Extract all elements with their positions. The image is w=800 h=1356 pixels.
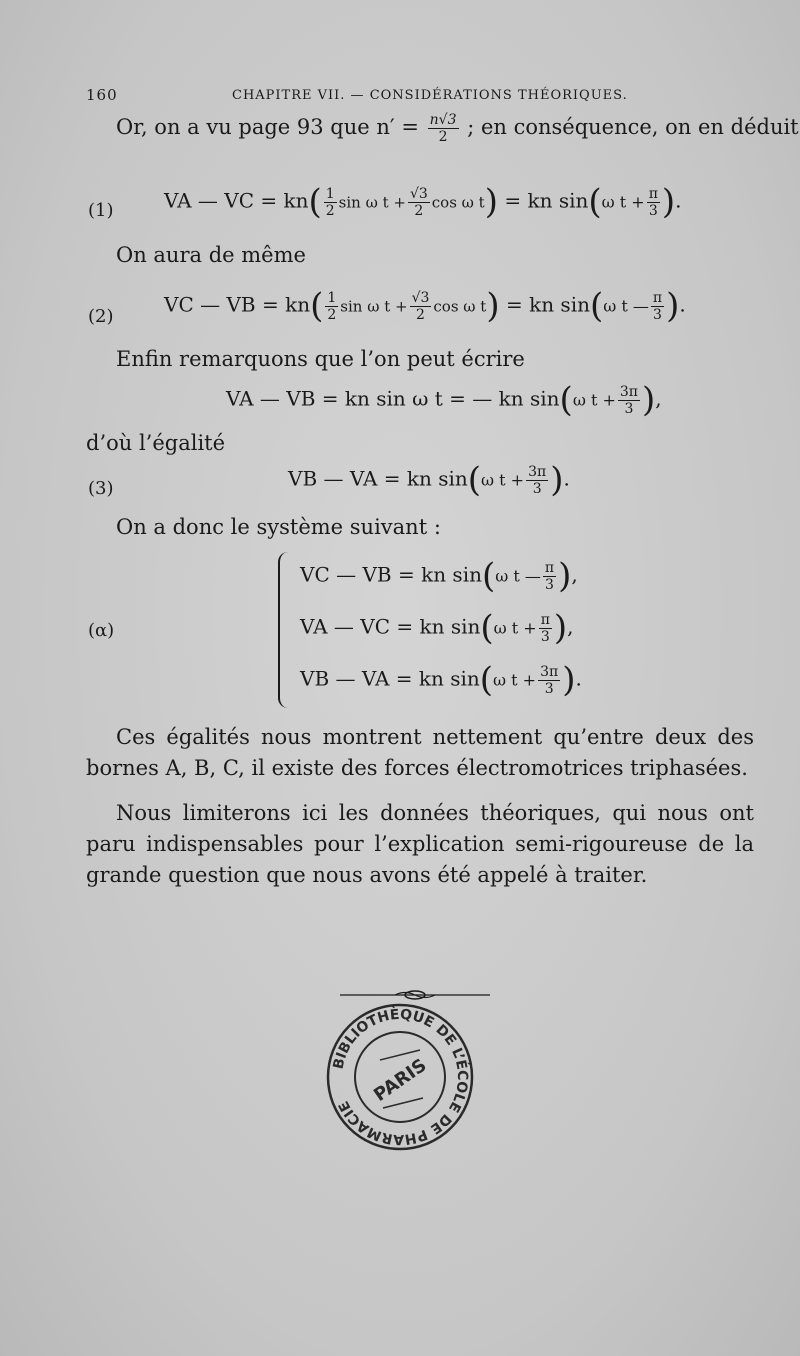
running-title: CHAPITRE VII. — CONSIDÉRATIONS THÉORIQUES. (232, 88, 628, 103)
eq3-end: . (563, 466, 570, 491)
system-row-1-pi-den: 3 (545, 576, 554, 593)
intro-fraction (428, 112, 459, 145)
eq2-frac-b-num: √3 (411, 289, 430, 306)
eq1-label: (1) (88, 200, 114, 221)
eq3-label: (3) (88, 478, 114, 499)
eq1-term-a: sin ω t + (338, 193, 406, 212)
text-dou: d’où l’égalité (86, 431, 226, 455)
eqab-arg: ω t + (572, 390, 616, 410)
eq1-frac-a-num: 1 (325, 185, 335, 202)
page-header (86, 86, 740, 108)
system-row-2-pi-den: 3 (540, 628, 550, 645)
eq3-pi: 3π (528, 463, 547, 480)
eq2-frac-a-num: 1 (327, 289, 337, 306)
library-stamp (325, 1000, 475, 1155)
equation-ab: VA — VB = kn sin ω t = — kn sin(ω t + $\frac{3\pi}{3}$ ), (226, 380, 662, 420)
intro-text-after: ; en conséquence, on en déduit (467, 115, 799, 139)
eq2-frac-b-den: 2 (416, 306, 425, 323)
stamp-ring-text: BIBLIOTHÈQUE DE L’ÉCOLE DE PHARMACIE (330, 1006, 471, 1148)
page-number: 160 (86, 86, 118, 104)
eq3-lhs: VB — VA = kn sin (288, 466, 468, 491)
eq2-pi-den: 3 (653, 306, 662, 323)
eq1-frac-b-den: 2 (414, 202, 424, 219)
intro-text-before: Or, on a vu page 93 que n′ = (116, 115, 419, 139)
eq2-label: (2) (88, 306, 114, 327)
eq1-term-b: cos ω t (431, 193, 485, 212)
eq1-pi: π (648, 185, 658, 202)
system-row-3: VB — VA = kn sin(ω t + $\frac{3\pi}{3}$ ). (300, 660, 582, 700)
eqab-pi-den: 3 (624, 400, 634, 417)
eq1-frac-b-num: √3 (409, 185, 428, 202)
system-row-2-lhs: VA — VC = kn sin (300, 614, 481, 639)
eqab-lhs: VA — VB = kn sin ω t = — kn sin (226, 386, 560, 411)
system-row-3-pi-den: 3 (544, 680, 554, 697)
equation-1: VA — VC = kn( $\frac{1}{2}$ sin ω t + $\frac{√3}{2}$ cos ω t) = kn sin(ω t + $\frac{\pi}{3}$ ). (164, 182, 682, 222)
eq1-frac-a-den: 2 (325, 202, 335, 219)
eqab-pi: 3π (619, 383, 638, 400)
system-row-2: VA — VC = kn sin(ω t + $\frac{\pi}{3}$ ), (300, 608, 574, 648)
system-brace (278, 552, 292, 708)
intro-frac-den: 2 (438, 129, 448, 145)
paragraph-nous: Nous limiterons ici les données théoriques, qui nous ont paru indispensables pour l’explication semi-rigoureuse de la grande question que nous avons été appelé à traiter. (86, 801, 754, 887)
eq2-term-a: sin ω t + (340, 297, 408, 316)
system-row-1-pi: π (544, 559, 555, 576)
system-row-2-arg: ω t + (493, 618, 537, 638)
eq2-rhs: = kn sin (505, 292, 590, 317)
system-row-1-end: , (571, 562, 578, 587)
system-row-3-arg: ω t + (493, 670, 537, 690)
eq1-lhs: VA — VC = kn (164, 188, 309, 213)
system-row-2-pi: π (540, 611, 550, 628)
eq3-arg: ω t + (481, 470, 525, 490)
text-enfin: Enfin remarquons que l’on peut écrire (116, 347, 525, 371)
eq3-pi-den: 3 (532, 480, 542, 497)
system-row-3-pi: 3π (540, 663, 559, 680)
eq2-lhs: VC — VB = kn (164, 292, 311, 317)
intro-line (116, 112, 799, 145)
eqab-end: , (655, 386, 662, 411)
text-systeme: On a donc le système suivant : (116, 515, 441, 539)
eq2-pi: π (652, 289, 663, 306)
equation-3: VB — VA = kn sin(ω t + $\frac{3\pi}{3}$ ). (288, 460, 570, 500)
system-label: (α) (88, 620, 115, 641)
system-row-3-end: . (575, 666, 582, 691)
stamp-center-text: PARIS (370, 1054, 431, 1106)
eq1-end: . (675, 188, 682, 213)
eq1-rhs: = kn sin (504, 188, 589, 213)
eq2-term-b: cos ω t (433, 297, 487, 316)
eq1-arg: ω t + (601, 192, 645, 212)
system-row-1-arg: ω t — (495, 566, 541, 586)
paragraph-ces: Ces égalités nous montrent nettement qu’entre deux des bornes A, B, C, il existe des forces électromotrices triphasées. (86, 725, 754, 780)
eq2-arg: ω t — (603, 296, 649, 316)
system-row-2-end: , (567, 614, 574, 639)
eq1-pi-den: 3 (648, 202, 658, 219)
system-row-3-lhs: VB — VA = kn sin (300, 666, 480, 691)
eq2-end: . (679, 292, 686, 317)
text-meme: On aura de même (116, 243, 306, 267)
equation-2: VC — VB = kn( $\frac{1}{2}$ sin ω t + $\frac{√3}{2}$ cos ω t) = kn sin(ω t — $\frac{\pi}{3}$ ). (164, 286, 686, 326)
eq2-frac-a-den: 2 (327, 306, 337, 323)
intro-frac-num: n√3 (429, 112, 457, 128)
system-row-1-lhs: VC — VB = kn sin (300, 562, 482, 587)
system-row-1: VC — VB = kn sin(ω t — $\frac{\pi}{3}$ ), (300, 556, 578, 596)
